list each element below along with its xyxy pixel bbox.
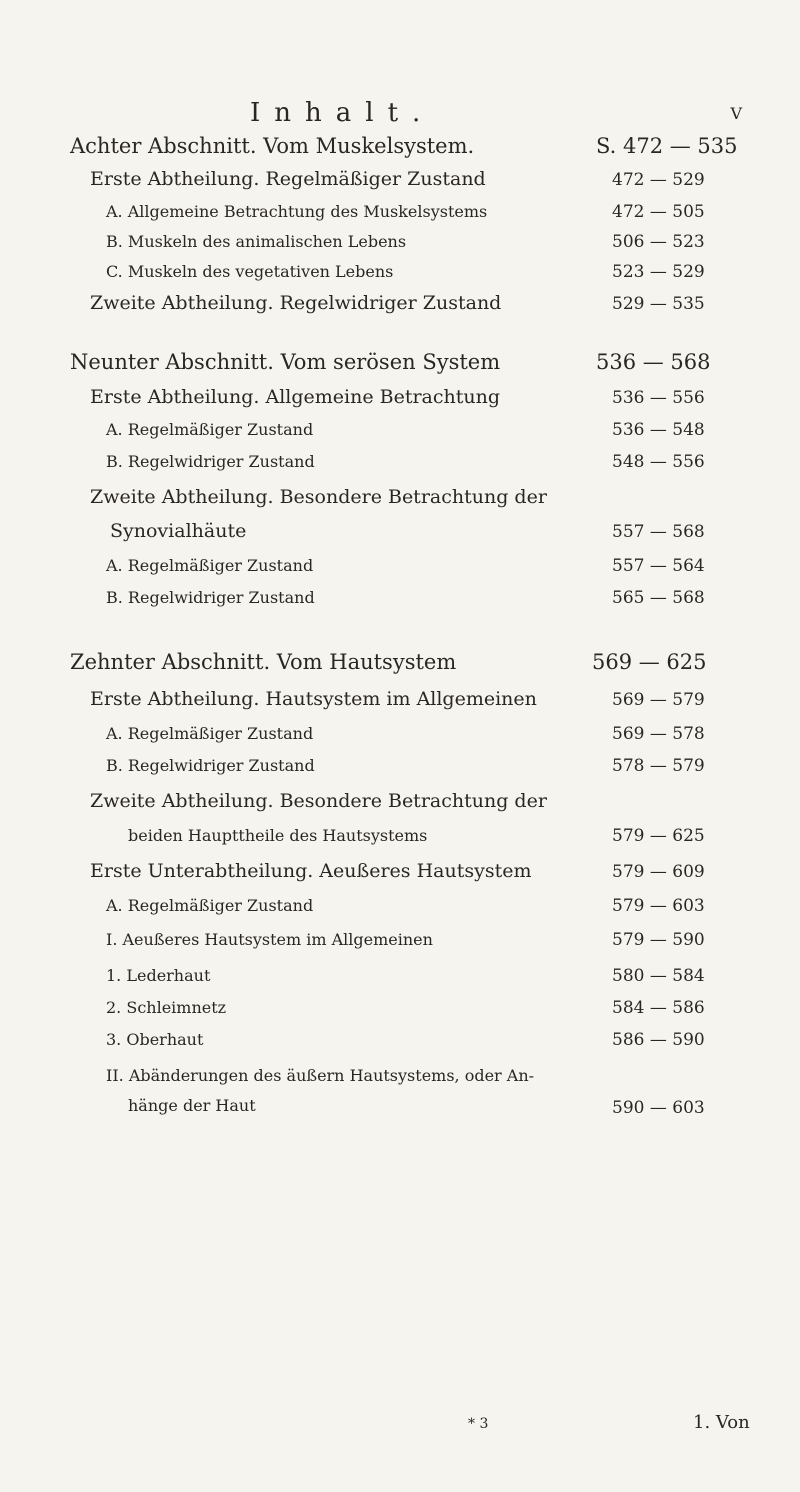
page-range: 557 — 568 [612, 522, 705, 542]
toc-entry: B. Muskeln des animalischen Lebens [106, 232, 407, 251]
page-range: 557 — 564 [612, 556, 705, 576]
toc-entry: A. Regelmäßiger Zustand [106, 896, 314, 915]
page-range: 536 — 556 [612, 388, 705, 408]
page-range: S. 472 — 535 [596, 134, 738, 158]
page-range: 472 — 505 [612, 202, 705, 222]
section-title: Achter Abschnitt. Vom Muskelsystem. [70, 134, 475, 158]
header-title: Inhalt. [250, 98, 435, 128]
page-range: 565 — 568 [612, 588, 705, 608]
toc-entry: B. Regelwidriger Zustand [106, 756, 315, 775]
page-range: 579 — 590 [612, 930, 705, 950]
subsection-title: Zweite Abtheilung. Regelwidriger Zustand [90, 292, 502, 314]
page-range: 586 — 590 [612, 1030, 705, 1050]
subsection-title-continued: Synovialhäute [110, 520, 247, 542]
page-range: 529 — 535 [612, 294, 705, 314]
subsection-title: Zweite Abtheilung. Besondere Betrachtung der [90, 790, 547, 812]
page-number: V [730, 104, 742, 123]
page-range: 579 — 625 [612, 826, 705, 846]
toc-entry: A. Regelmäßiger Zustand [106, 420, 314, 439]
page-range: 536 — 568 [596, 350, 711, 374]
page-range: 590 — 603 [612, 1098, 705, 1118]
subsection-title: Erste Abtheilung. Regelmäßiger Zustand [90, 168, 486, 190]
page-range: 569 — 625 [592, 650, 707, 674]
subsection-title: Zweite Abtheilung. Besondere Betrachtung der [90, 486, 547, 508]
toc-entry: II. Abänderungen des äußern Hautsystems, oder An- [106, 1066, 535, 1085]
toc-entry: 3. Oberhaut [106, 1030, 204, 1049]
page-range: 548 — 556 [612, 452, 705, 472]
page-range: 523 — 529 [612, 262, 705, 282]
toc-entry: C. Muskeln des vegetativen Lebens [106, 262, 394, 281]
toc-entry: A. Allgemeine Betrachtung des Muskelsystems [106, 202, 488, 221]
toc-entry: 1. Lederhaut [106, 966, 211, 985]
section-title: Zehnter Abschnitt. Vom Hautsystem [70, 650, 457, 674]
toc-entry: B. Regelwidriger Zustand [106, 452, 315, 471]
page-range: 569 — 579 [612, 690, 705, 710]
toc-entry: A. Regelmäßiger Zustand [106, 724, 314, 743]
toc-entry: B. Regelwidriger Zustand [106, 588, 315, 607]
page-range: 584 — 586 [612, 998, 705, 1018]
toc-entry: I. Aeußeres Hautsystem im Allgemeinen [106, 930, 433, 949]
page-range: 579 — 609 [612, 862, 705, 882]
subsection-title: Erste Abtheilung. Allgemeine Betrachtung [90, 386, 501, 408]
subsection-title-continued: beiden Haupttheile des Hautsystems [128, 826, 428, 845]
catchword: 1. Von [693, 1412, 750, 1433]
toc-entry-continued: hänge der Haut [128, 1096, 256, 1115]
subsection-title: Erste Unterabtheilung. Aeußeres Hautsystem [90, 860, 532, 882]
section-title: Neunter Abschnitt. Vom serösen System [70, 350, 501, 374]
page-range: 580 — 584 [612, 966, 705, 986]
toc-entry: A. Regelmäßiger Zustand [106, 556, 314, 575]
signature-mark: * 3 [468, 1416, 489, 1432]
page-range: 506 — 523 [612, 232, 705, 252]
page-range: 472 — 529 [612, 170, 705, 190]
page-range: 579 — 603 [612, 896, 705, 916]
page-range: 569 — 578 [612, 724, 705, 744]
page-range: 536 — 548 [612, 420, 705, 440]
subsection-title: Erste Abtheilung. Hautsystem im Allgemeinen [90, 688, 537, 710]
running-header [0, 98, 800, 128]
toc-entry: 2. Schleimnetz [106, 998, 227, 1017]
page-range: 578 — 579 [612, 756, 705, 776]
